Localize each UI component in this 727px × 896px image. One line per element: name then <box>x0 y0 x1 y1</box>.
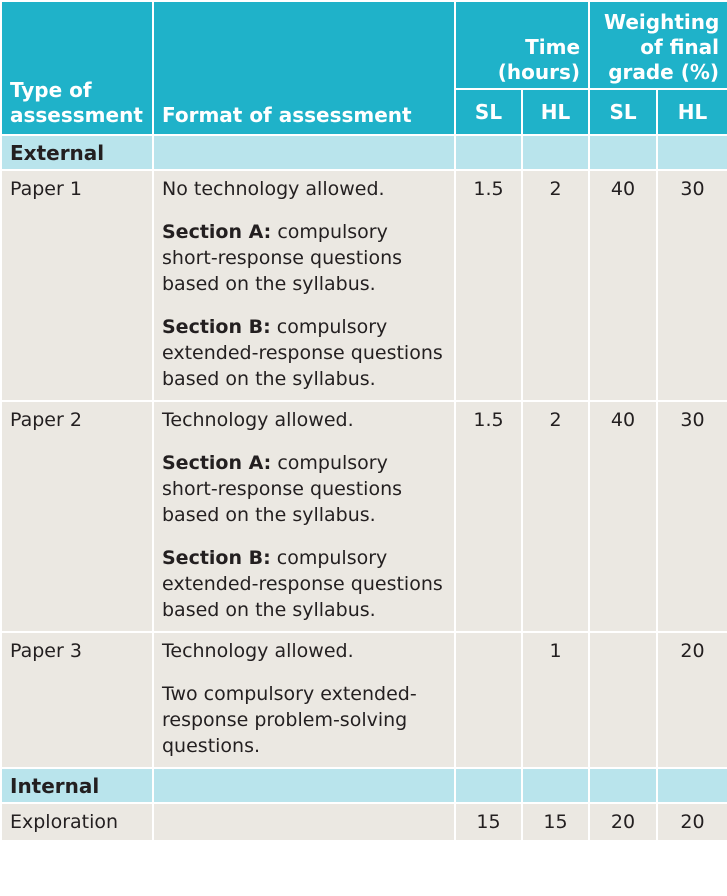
header-format-of-assessment: Format of assessment <box>153 1 455 135</box>
table-row <box>1 401 727 632</box>
hl-time-cell: 2 <box>522 401 589 632</box>
format-paragraph <box>162 407 446 433</box>
format-text: compulsory extended-response questions based on the syllabus. <box>162 316 443 390</box>
header-weight-hl: HL <box>657 89 727 135</box>
assessment-type-cell: Paper 3 <box>1 632 153 768</box>
assessment-format-cell <box>153 803 455 841</box>
section-label-external: External <box>1 135 153 170</box>
hl-weight-cell: 30 <box>657 170 727 401</box>
format-text: compulsory extended-response questions based on the syllabus. <box>162 547 443 621</box>
hl-weight-cell: 20 <box>657 632 727 768</box>
assessment-type-cell: Paper 2 <box>1 401 153 632</box>
section-row-external <box>1 135 727 170</box>
format-section-label: Section B: <box>162 547 271 569</box>
section-label-internal: Internal <box>1 768 153 803</box>
format-text: compulsory short-response questions based on the syllabus. <box>162 221 403 295</box>
hl-time-cell: 1 <box>522 632 589 768</box>
sl-time-cell: 1.5 <box>455 401 522 632</box>
format-section-label: Section B: <box>162 316 271 338</box>
assessment-format-cell <box>153 632 455 768</box>
header-time-hl: HL <box>522 89 589 135</box>
sl-weight-cell: 40 <box>589 401 657 632</box>
sl-weight-cell: 20 <box>589 803 657 841</box>
format-text: Technology allowed. <box>162 640 354 662</box>
format-text: compulsory short-response questions based on the syllabus. <box>162 452 403 526</box>
header-weight-sl: SL <box>589 89 657 135</box>
format-section-label: Section A: <box>162 452 272 474</box>
table-row <box>1 803 727 841</box>
assessment-type-cell: Exploration <box>1 803 153 841</box>
format-text: Two compulsory extended-response problem-solving questions. <box>162 683 417 757</box>
sl-time-cell <box>455 632 522 768</box>
header-weighting: Weighting of final grade (%) <box>589 1 727 89</box>
section-row-internal <box>1 768 727 803</box>
assessment-format-cell <box>153 170 455 401</box>
sl-weight-cell <box>589 632 657 768</box>
header-time-sl: SL <box>455 89 522 135</box>
format-paragraph <box>162 314 446 392</box>
format-paragraph <box>162 681 446 759</box>
format-text: Technology allowed. <box>162 409 354 431</box>
format-paragraph <box>162 638 446 664</box>
sl-time-cell: 15 <box>455 803 522 841</box>
format-text: No technology allowed. <box>162 178 385 200</box>
format-paragraph <box>162 219 446 297</box>
format-paragraph <box>162 176 446 202</box>
hl-time-cell: 15 <box>522 803 589 841</box>
hl-time-cell: 2 <box>522 170 589 401</box>
format-paragraph <box>162 545 446 623</box>
header-type-of-assessment: Type of assessment <box>1 1 153 135</box>
sl-time-cell: 1.5 <box>455 170 522 401</box>
header-time-hours: Time (hours) <box>455 1 589 89</box>
assessment-type-cell: Paper 1 <box>1 170 153 401</box>
format-section-label: Section A: <box>162 221 272 243</box>
assessment-format-cell <box>153 401 455 632</box>
table-row <box>1 632 727 768</box>
hl-weight-cell: 20 <box>657 803 727 841</box>
format-paragraph <box>162 450 446 528</box>
sl-weight-cell: 40 <box>589 170 657 401</box>
table-row <box>1 170 727 401</box>
hl-weight-cell: 30 <box>657 401 727 632</box>
